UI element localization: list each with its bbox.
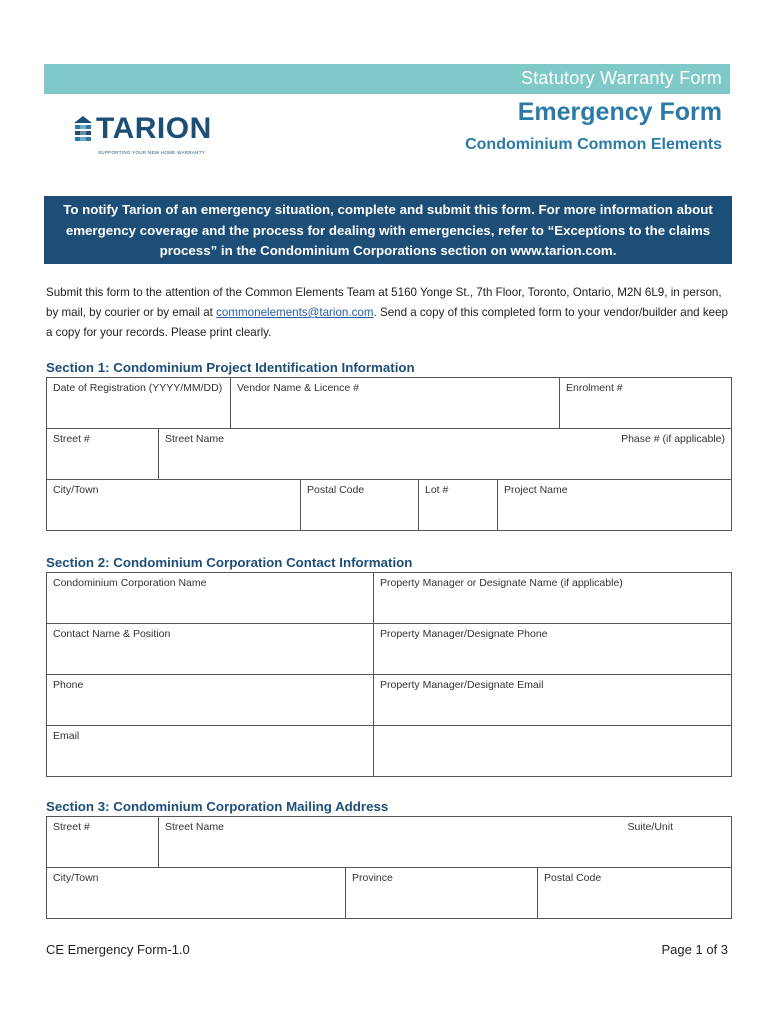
mailing-postal-code-field[interactable] (537, 867, 732, 919)
page-number: Page 1 of 3 (661, 942, 728, 957)
street-name-field[interactable] (158, 428, 732, 480)
property-manager-email-field[interactable] (373, 674, 732, 726)
enrolment-field[interactable] (559, 377, 732, 429)
phone-label: Phone (53, 679, 84, 691)
mailing-street-number-field[interactable] (46, 816, 159, 868)
email-label: Email (53, 730, 80, 742)
mailing-street-name-field[interactable] (158, 816, 732, 868)
street-number-label: Street # (53, 433, 90, 445)
date-of-registration-field[interactable] (46, 377, 231, 429)
form-title: Emergency Form (517, 98, 722, 126)
project-name-field[interactable] (497, 479, 732, 531)
date-of-registration-label: Date of Registration (YYYY/MM/DD) (53, 382, 223, 394)
postal-code-label: Postal Code (307, 484, 365, 496)
mailing-city-field[interactable] (46, 867, 346, 919)
corporation-name-field[interactable] (46, 572, 374, 624)
section-2-title: Section 2: Condominium Corporation Contact Information (46, 555, 413, 570)
street-name-label: Street Name (165, 433, 224, 445)
province-field[interactable] (345, 867, 538, 919)
property-manager-phone-label: Property Manager/Designate Phone (380, 628, 548, 640)
street-number-field[interactable] (46, 428, 159, 480)
contact-name-field[interactable] (46, 623, 374, 675)
property-manager-name-label: Property Manager or Designate Name (if applicable) (380, 577, 623, 589)
mailing-postal-code-label: Postal Code (544, 872, 602, 884)
property-manager-name-field[interactable] (373, 572, 732, 624)
postal-code-field[interactable] (300, 479, 419, 531)
suite-label: Suite/Unit (627, 821, 673, 833)
mailing-street-name-label: Street Name (165, 821, 224, 833)
form-id: CE Emergency Form-1.0 (46, 942, 190, 957)
city-label: City/Town (53, 484, 99, 496)
vendor-name-field[interactable] (230, 377, 560, 429)
phase-label: Phase # (if applicable) (621, 433, 725, 445)
logo-wordmark: TARION (96, 112, 212, 145)
province-label: Province (352, 872, 393, 884)
tarion-logo (72, 114, 224, 160)
lot-label: Lot # (425, 484, 449, 496)
section-3-title: Section 3: Condominium Corporation Mailing Address (46, 799, 389, 814)
email-link[interactable]: commonelements@tarion.com (216, 306, 374, 319)
city-field[interactable] (46, 479, 301, 531)
email-field[interactable] (46, 725, 374, 777)
phone-field[interactable] (46, 674, 374, 726)
section-1-title: Section 1: Condominium Project Identification Information (46, 360, 415, 375)
corporation-name-label: Condominium Corporation Name (53, 577, 207, 589)
instructions-text-start: Submit this form to the attention of the Common Elements Team at 5160 Yonge St., 7th Floor, Toronto, Ontario, M2N 6L9, in person, by mail, by courier or by email at (46, 286, 722, 319)
form-subtitle: Condominium Common Elements (465, 136, 722, 153)
form-type-banner: Statutory Warranty Form (44, 64, 730, 94)
vendor-name-label: Vendor Name & Licence # (237, 382, 359, 394)
property-manager-phone-field[interactable] (373, 623, 732, 675)
mailing-street-number-label: Street # (53, 821, 90, 833)
enrolment-label: Enrolment # (566, 382, 623, 394)
property-manager-email-label: Property Manager/Designate Email (380, 679, 544, 691)
lot-field[interactable] (418, 479, 498, 531)
contact-name-label: Contact Name & Position (53, 628, 171, 640)
mailing-city-label: City/Town (53, 872, 99, 884)
instructions-text-end: . Send a copy of this completed form to your vendor/builder and keep a copy for your records. Please print clearly. (46, 306, 728, 339)
empty-field (373, 725, 732, 777)
project-name-label: Project Name (504, 484, 568, 496)
tarion-emblem-icon (72, 114, 94, 146)
logo-tagline: SUPPORTING YOUR NEW HOME WARRANTY (98, 150, 206, 155)
submission-instructions (46, 283, 730, 343)
emergency-notice: To notify Tarion of an emergency situation, complete and submit this form. For more information about emergency coverage and the process for dealing with emergencies, refer to “Exceptions to the claims process” in the Condominium Corporations section on www.tarion.com. (44, 196, 732, 264)
